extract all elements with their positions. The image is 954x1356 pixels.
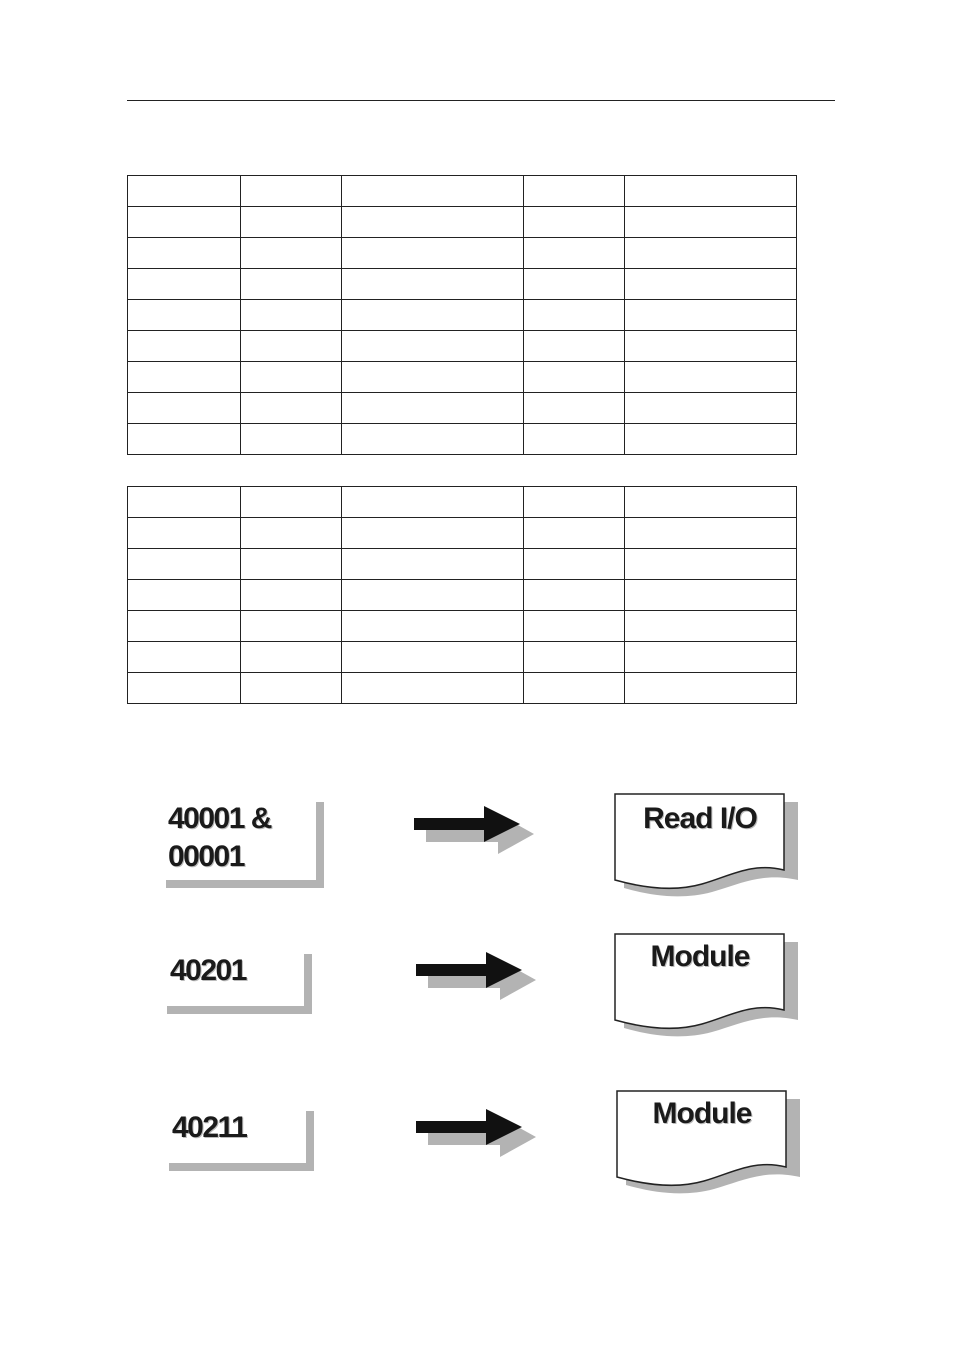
table-cell <box>625 611 797 642</box>
table-cell <box>342 642 524 673</box>
arrow-right-icon <box>412 952 537 1004</box>
table-2 <box>127 486 797 704</box>
table-cell <box>342 549 524 580</box>
table-cell <box>342 518 524 549</box>
target-label: Module <box>652 1097 752 1130</box>
table-cell <box>128 207 241 238</box>
address-box-shadow <box>169 1163 314 1171</box>
mapping-row <box>0 930 954 1050</box>
table-cell <box>241 611 342 642</box>
table-row <box>128 362 797 393</box>
table-cell <box>342 580 524 611</box>
table-cell <box>625 580 797 611</box>
table-cell <box>241 580 342 611</box>
target-label: Module <box>650 940 750 973</box>
address-box-shadow <box>166 880 324 888</box>
table-cell <box>342 487 524 518</box>
table-row <box>128 424 797 455</box>
table-cell <box>625 673 797 704</box>
table-cell <box>524 611 625 642</box>
address-box-shadow <box>167 1006 312 1014</box>
table-1 <box>127 175 797 455</box>
table-cell <box>625 300 797 331</box>
table-cell <box>342 611 524 642</box>
table-cell <box>128 611 241 642</box>
table-cell <box>128 300 241 331</box>
table-cell <box>524 673 625 704</box>
table-cell <box>342 238 524 269</box>
table-cell <box>342 362 524 393</box>
table-cell <box>128 424 241 455</box>
table-cell <box>128 518 241 549</box>
address-box-shadow <box>304 954 312 1014</box>
table-row <box>128 269 797 300</box>
table-cell <box>128 362 241 393</box>
table-cell <box>128 673 241 704</box>
table-cell <box>128 393 241 424</box>
table-cell <box>128 549 241 580</box>
table-cell <box>625 393 797 424</box>
table-cell <box>625 207 797 238</box>
table-cell <box>524 269 625 300</box>
address-label: 40211 <box>172 1111 247 1144</box>
table-cell <box>625 424 797 455</box>
table-row <box>128 549 797 580</box>
table-cell <box>524 331 625 362</box>
table-cell <box>524 642 625 673</box>
table-cell <box>241 300 342 331</box>
table-row <box>128 331 797 362</box>
table-cell <box>342 300 524 331</box>
table-cell <box>128 487 241 518</box>
table-cell <box>342 269 524 300</box>
table-cell <box>524 549 625 580</box>
mapping-row <box>0 790 954 910</box>
table-cell <box>625 176 797 207</box>
table-cell <box>524 238 625 269</box>
table-cell <box>342 393 524 424</box>
table-cell <box>241 673 342 704</box>
table-row <box>128 393 797 424</box>
table-cell <box>625 362 797 393</box>
address-label: 40201 <box>170 954 246 987</box>
table-cell <box>625 331 797 362</box>
table-cell <box>524 176 625 207</box>
table-cell <box>524 393 625 424</box>
table-cell <box>625 269 797 300</box>
table-cell <box>342 424 524 455</box>
address-label: 40001 & 00001 <box>168 802 271 873</box>
table-cell <box>524 362 625 393</box>
header-rule <box>127 100 835 101</box>
table-cell <box>241 238 342 269</box>
table-cell <box>241 176 342 207</box>
table-cell <box>128 642 241 673</box>
table-cell <box>625 518 797 549</box>
table-row <box>128 611 797 642</box>
target-label: Read I/O <box>643 802 757 835</box>
table-cell <box>241 393 342 424</box>
table-cell <box>128 269 241 300</box>
table-cell <box>524 424 625 455</box>
table-cell <box>342 176 524 207</box>
table-cell <box>241 642 342 673</box>
table-cell <box>128 331 241 362</box>
table-row <box>128 518 797 549</box>
table-cell <box>241 362 342 393</box>
table-cell <box>241 549 342 580</box>
table-cell <box>524 580 625 611</box>
table-cell <box>625 487 797 518</box>
arrow-right-icon <box>412 1109 537 1161</box>
table-cell <box>342 331 524 362</box>
table-cell <box>524 207 625 238</box>
table-row <box>128 487 797 518</box>
table-cell <box>625 549 797 580</box>
mapping-row <box>0 1087 954 1207</box>
table-cell <box>128 238 241 269</box>
table-row <box>128 238 797 269</box>
table-cell <box>524 518 625 549</box>
table-cell <box>241 207 342 238</box>
table-cell <box>342 207 524 238</box>
table-row <box>128 673 797 704</box>
arrow-right-icon <box>410 806 535 858</box>
table-cell <box>128 176 241 207</box>
table-row <box>128 642 797 673</box>
table-cell <box>625 642 797 673</box>
table-cell <box>524 300 625 331</box>
table-cell <box>625 238 797 269</box>
table-cell <box>241 331 342 362</box>
table-cell <box>241 518 342 549</box>
table-row <box>128 207 797 238</box>
address-box-shadow <box>316 802 324 888</box>
table-cell <box>524 487 625 518</box>
table-cell <box>241 269 342 300</box>
table-cell <box>128 580 241 611</box>
table-cell <box>342 673 524 704</box>
address-box-shadow <box>306 1111 314 1171</box>
table-row <box>128 300 797 331</box>
table-cell <box>241 487 342 518</box>
table-cell <box>241 424 342 455</box>
table-row <box>128 580 797 611</box>
table-row <box>128 176 797 207</box>
